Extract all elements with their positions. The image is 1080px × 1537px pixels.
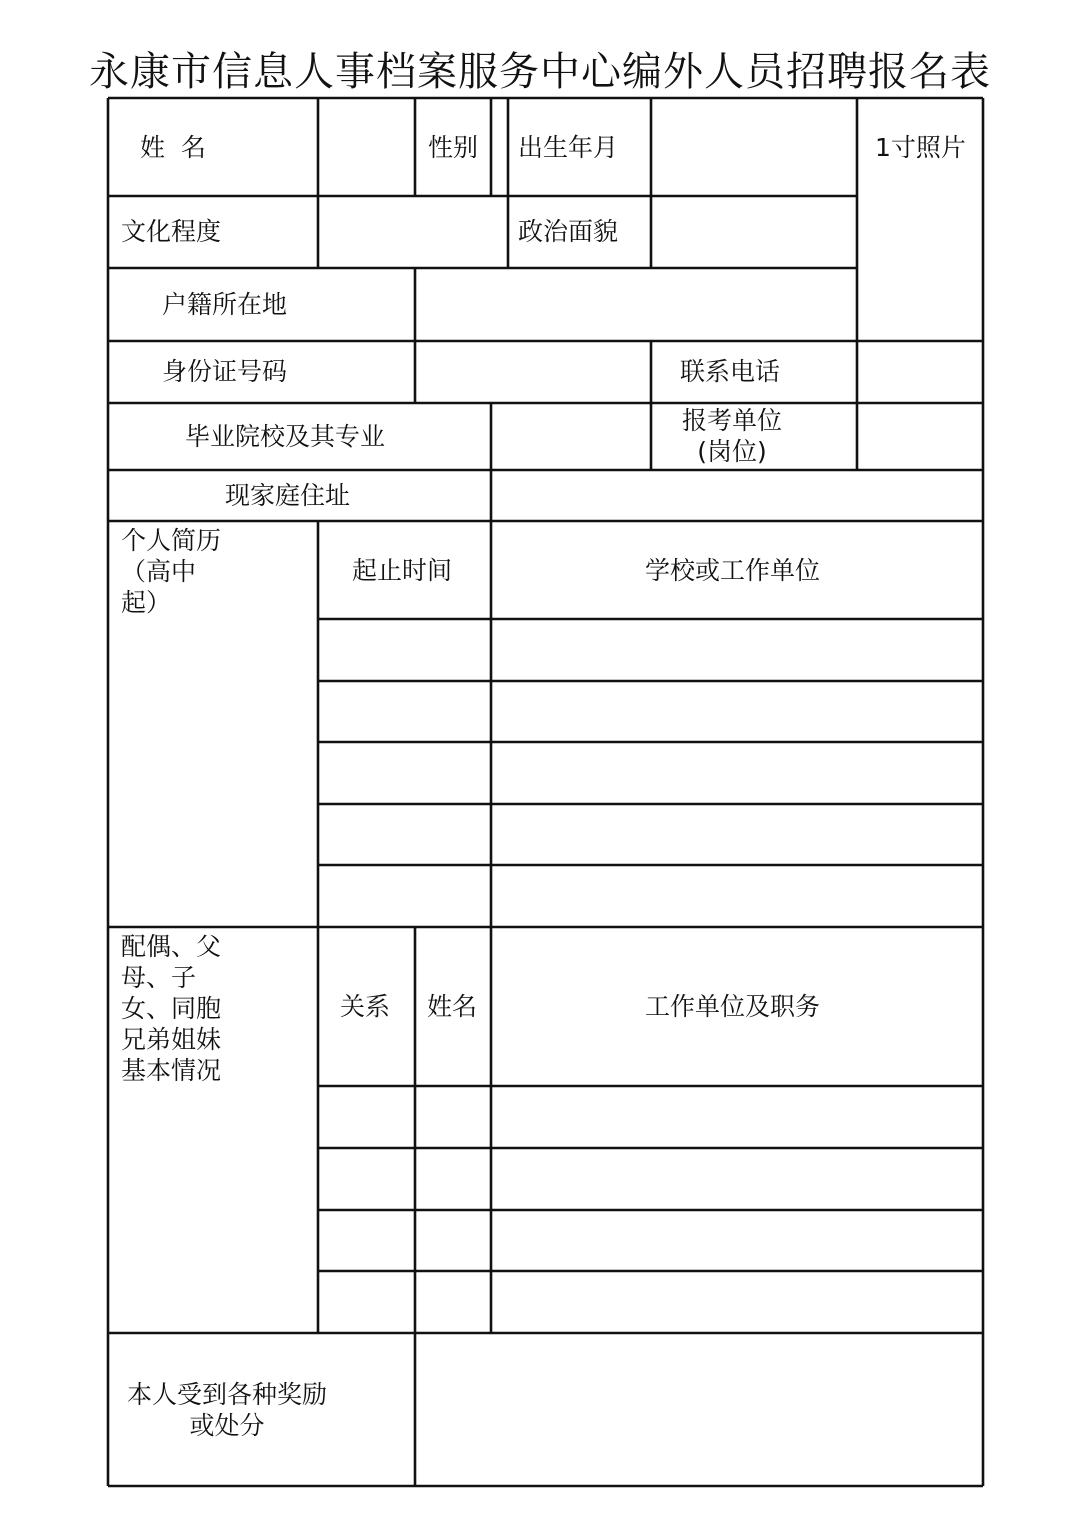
label-school-work: 学校或工作单位 — [645, 556, 821, 585]
birth-field[interactable] — [653, 100, 855, 194]
label-family: 配偶、父 母、子 女、同胞 兄弟姐妹 基本情况 — [121, 932, 222, 1085]
label-apply-unit: 报考单位 (岗位) — [681, 406, 782, 466]
resume-period-cell[interactable] — [320, 621, 489, 679]
label-resume: 个人简历 （高中 起） — [121, 526, 222, 617]
resume-unit-cell[interactable] — [493, 683, 981, 740]
phone-field[interactable] — [859, 343, 981, 401]
family-relation-cell[interactable] — [320, 1212, 413, 1269]
label-name: 姓 名 — [140, 133, 206, 162]
gender-field[interactable] — [493, 100, 506, 194]
form-title: 永康市信息人事档案服务中心编外人员招聘报名表 — [89, 49, 991, 95]
label-relation: 关系 — [340, 992, 391, 1021]
resume-period-cell[interactable] — [320, 806, 489, 863]
label-period: 起止时间 — [352, 556, 453, 585]
label-photo: 1寸照片 — [875, 133, 966, 162]
family-name-cell[interactable] — [417, 1212, 489, 1269]
family-work-cell[interactable] — [493, 1212, 981, 1269]
awards-field[interactable] — [417, 1335, 981, 1484]
resume-unit-cell[interactable] — [493, 621, 981, 679]
label-id-number: 身份证号码 — [162, 357, 288, 386]
family-name-cell[interactable] — [417, 1150, 489, 1208]
family-work-cell[interactable] — [493, 1088, 981, 1146]
label-awards: 本人受到各种奖励 或处分 — [126, 1380, 327, 1440]
resume-unit-cell[interactable] — [493, 867, 981, 925]
family-name-cell[interactable] — [417, 1273, 489, 1331]
photo-box[interactable] — [859, 170, 981, 339]
resume-period-cell[interactable] — [320, 683, 489, 740]
label-gender: 性别 — [428, 133, 479, 162]
family-work-cell[interactable] — [493, 1150, 981, 1208]
resume-unit-cell[interactable] — [493, 806, 981, 863]
resume-period-cell[interactable] — [320, 744, 489, 802]
family-relation-cell[interactable] — [320, 1150, 413, 1208]
label-political: 政治面貌 — [518, 217, 619, 246]
family-relation-cell[interactable] — [320, 1273, 413, 1331]
label-work-position: 工作单位及职务 — [645, 992, 821, 1021]
label-school-major: 毕业院校及其专业 — [185, 422, 386, 451]
resume-unit-cell[interactable] — [493, 744, 981, 802]
apply-unit-field[interactable] — [859, 405, 981, 468]
family-work-cell[interactable] — [493, 1273, 981, 1331]
label-address: 现家庭住址 — [225, 481, 351, 510]
id-number-field[interactable] — [417, 343, 649, 401]
school-major-field[interactable] — [493, 405, 649, 468]
label-family-name: 姓名 — [427, 992, 478, 1021]
political-field[interactable] — [653, 198, 855, 266]
family-name-cell[interactable] — [417, 1088, 489, 1146]
education-field[interactable] — [320, 198, 506, 266]
label-birth: 出生年月 — [518, 133, 619, 162]
label-hukou: 户籍所在地 — [162, 290, 288, 319]
name-field[interactable] — [320, 100, 413, 194]
family-relation-cell[interactable] — [320, 1088, 413, 1146]
address-field[interactable] — [493, 472, 981, 519]
label-phone: 联系电话 — [680, 357, 781, 386]
resume-period-cell[interactable] — [320, 867, 489, 925]
label-education: 文化程度 — [121, 217, 222, 246]
hukou-field[interactable] — [417, 270, 855, 339]
